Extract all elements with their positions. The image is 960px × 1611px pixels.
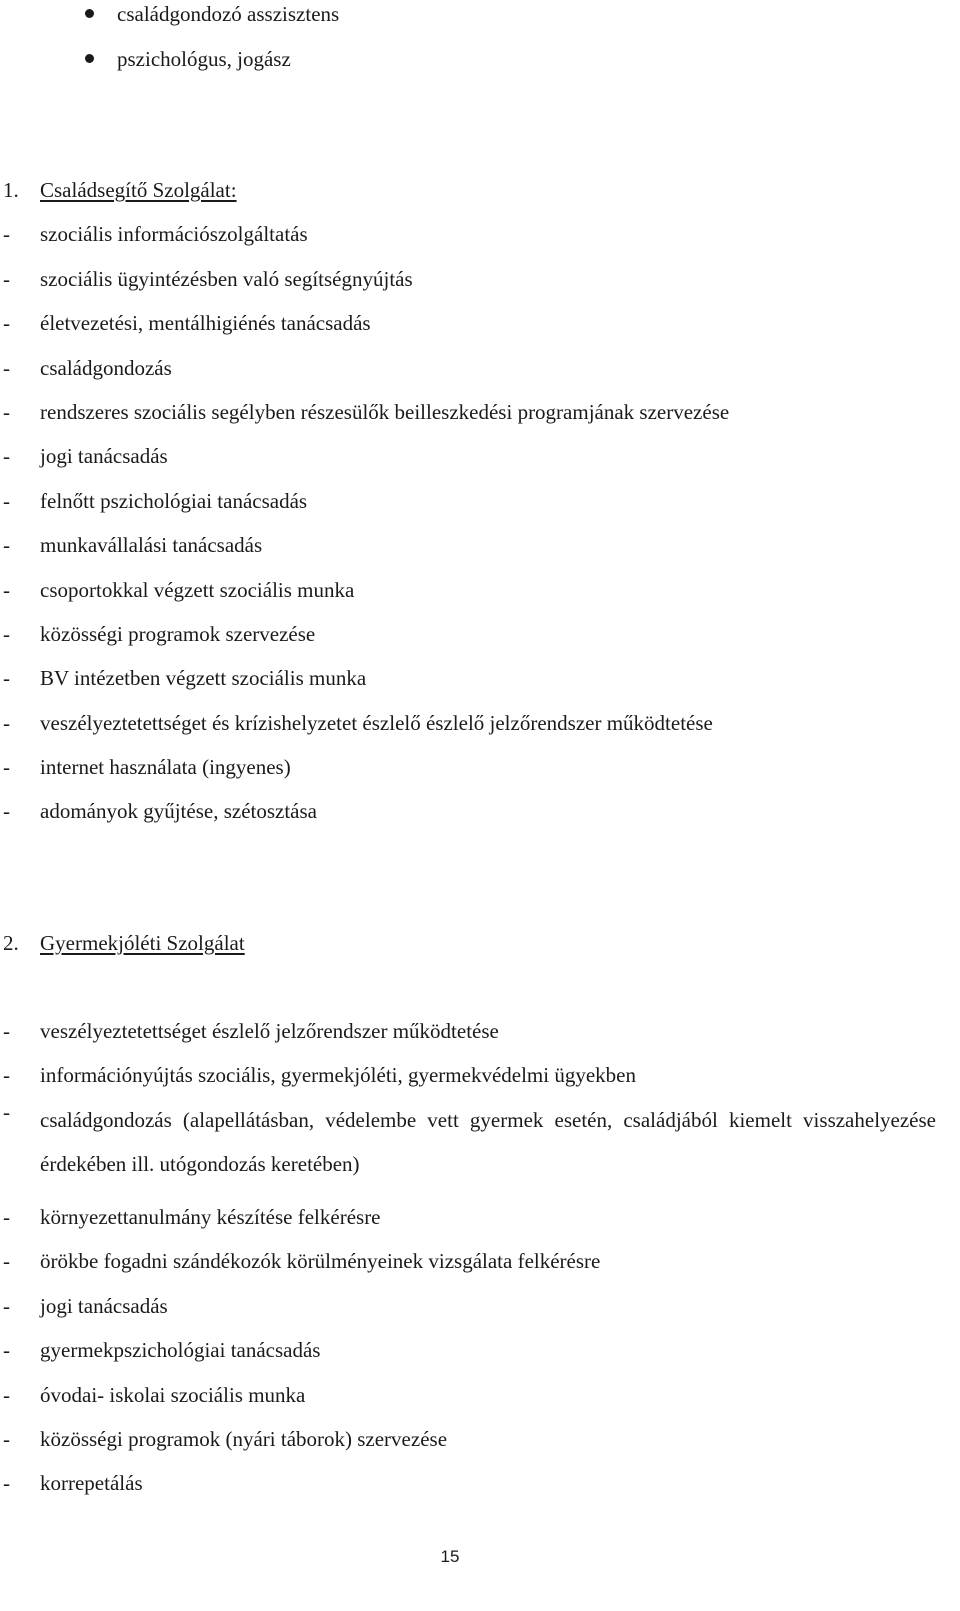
list-item-text: pszichológus, jogász <box>117 47 291 71</box>
list-item <box>0 1098 940 1203</box>
dash-marker: - <box>3 488 10 513</box>
list-item-text: életvezetési, mentálhigiénés tanácsadás <box>40 311 371 336</box>
dash-marker: - <box>3 1019 10 1043</box>
dash-marker: - <box>3 799 10 824</box>
list-item-text: gyermekpszichológiai tanácsadás <box>40 1338 321 1363</box>
list-item <box>0 1469 940 1513</box>
section-heading <box>0 176 940 204</box>
service-list <box>0 1017 940 1514</box>
list-item <box>0 797 940 841</box>
list-item-text: internet használata (ingyenes) <box>40 755 291 780</box>
list-item-text: családgondozás <box>40 355 172 380</box>
dash-marker: - <box>3 266 10 291</box>
dash-marker: - <box>3 1063 10 1088</box>
list-item <box>0 753 940 797</box>
dash-marker: - <box>3 355 10 380</box>
dash-marker: - <box>3 755 10 780</box>
dash-marker: - <box>3 1099 10 1124</box>
list-item-text: szociális ügyintézésben való segítségnyújtás <box>40 266 413 291</box>
bullet-list <box>0 0 940 90</box>
list-item <box>0 487 940 531</box>
list-item <box>0 45 940 90</box>
list-item <box>0 1381 940 1425</box>
section-title: Családsegítő Szolgálat: <box>40 178 237 202</box>
list-item-text: családgondozó asszisztens <box>117 2 340 26</box>
list-item <box>0 576 940 620</box>
dash-marker: - <box>3 1204 10 1229</box>
list-item <box>0 1203 940 1247</box>
list-item <box>0 1292 940 1336</box>
list-item <box>0 354 940 398</box>
list-item-text: közösségi programok (nyári táborok) szervezése <box>40 1426 448 1451</box>
dash-marker: - <box>3 666 10 691</box>
dash-marker: - <box>3 710 10 735</box>
dash-marker: - <box>3 533 10 558</box>
dash-marker: - <box>3 577 10 602</box>
section-gyermekjoleti <box>0 929 940 1514</box>
list-item-text: csoportokkal végzett szociális munka <box>40 577 355 602</box>
list-item-text: veszélyeztetettséget észlelő jelzőrendszer működtetése <box>40 1019 499 1043</box>
dash-marker: - <box>3 311 10 336</box>
list-item-text: közösségi programok szervezése <box>40 621 316 646</box>
list-item <box>0 1017 940 1061</box>
list-item-text: jogi tanácsadás <box>40 1293 168 1318</box>
list-item-text: korrepetálás <box>40 1471 143 1496</box>
list-item-text: rendszeres szociális segélyben részesülők beilleszkedési programjának szervezése <box>40 399 730 424</box>
section-heading <box>0 929 940 957</box>
list-item <box>0 620 940 664</box>
dash-marker: - <box>3 1382 10 1407</box>
bullet-icon <box>85 54 94 63</box>
list-item-text: óvodai- iskolai szociális munka <box>40 1382 306 1407</box>
list-item <box>0 1247 940 1291</box>
section-title: Gyermekjóléti Szolgálat <box>40 931 245 955</box>
list-item <box>0 220 940 264</box>
list-item-text: adományok gyűjtése, szétosztása <box>40 799 317 824</box>
dash-marker: - <box>3 1471 10 1496</box>
dash-marker: - <box>3 621 10 646</box>
dash-marker: - <box>3 399 10 424</box>
list-item-text: örökbe fogadni szándékozók körülményeinek vizsgálata felkérésre <box>40 1249 601 1274</box>
list-item-text: családgondozás (alapellátásban, védelembe vett gyermek esetén, családjából kiemelt visszahelyezése érdekében ill. utógondozás keretében) <box>40 1107 936 1177</box>
service-list <box>0 220 940 841</box>
dash-marker: - <box>3 1249 10 1274</box>
list-item-text: felnőtt pszichológiai tanácsadás <box>40 488 308 513</box>
list-item <box>0 531 940 575</box>
list-item-text: BV intézetben végzett szociális munka <box>40 666 367 691</box>
list-item <box>0 309 940 353</box>
page-number: 15 <box>440 1547 460 1566</box>
list-item-text: munkavállalási tanácsadás <box>40 533 263 558</box>
dash-marker: - <box>3 1293 10 1318</box>
list-item <box>0 442 940 486</box>
list-item <box>0 398 940 442</box>
list-item-text: veszélyeztetettséget és krízishelyzetet észlelő észlelő jelzőrendszer működtetése <box>40 710 713 735</box>
dash-marker: - <box>3 1338 10 1363</box>
list-item <box>0 664 940 708</box>
list-item <box>0 709 940 753</box>
list-item-text: környezettanulmány készítése felkérésre <box>40 1204 381 1229</box>
list-item-text: információnyújtás szociális, gyermekjóléti, gyermekvédelmi ügyekben <box>40 1063 636 1088</box>
list-item-text: szociális információszolgáltatás <box>40 222 308 247</box>
dash-marker: - <box>3 1426 10 1451</box>
dash-marker: - <box>3 222 10 247</box>
list-item <box>0 0 940 45</box>
section-csaladsegito <box>0 176 940 842</box>
list-item <box>0 1425 940 1469</box>
bullet-icon <box>85 9 94 18</box>
list-item <box>0 1336 940 1380</box>
section-number: 2. <box>3 931 19 955</box>
list-item-text: jogi tanácsadás <box>40 444 168 469</box>
list-item <box>0 265 940 309</box>
dash-marker: - <box>3 444 10 469</box>
section-number: 1. <box>3 178 19 202</box>
